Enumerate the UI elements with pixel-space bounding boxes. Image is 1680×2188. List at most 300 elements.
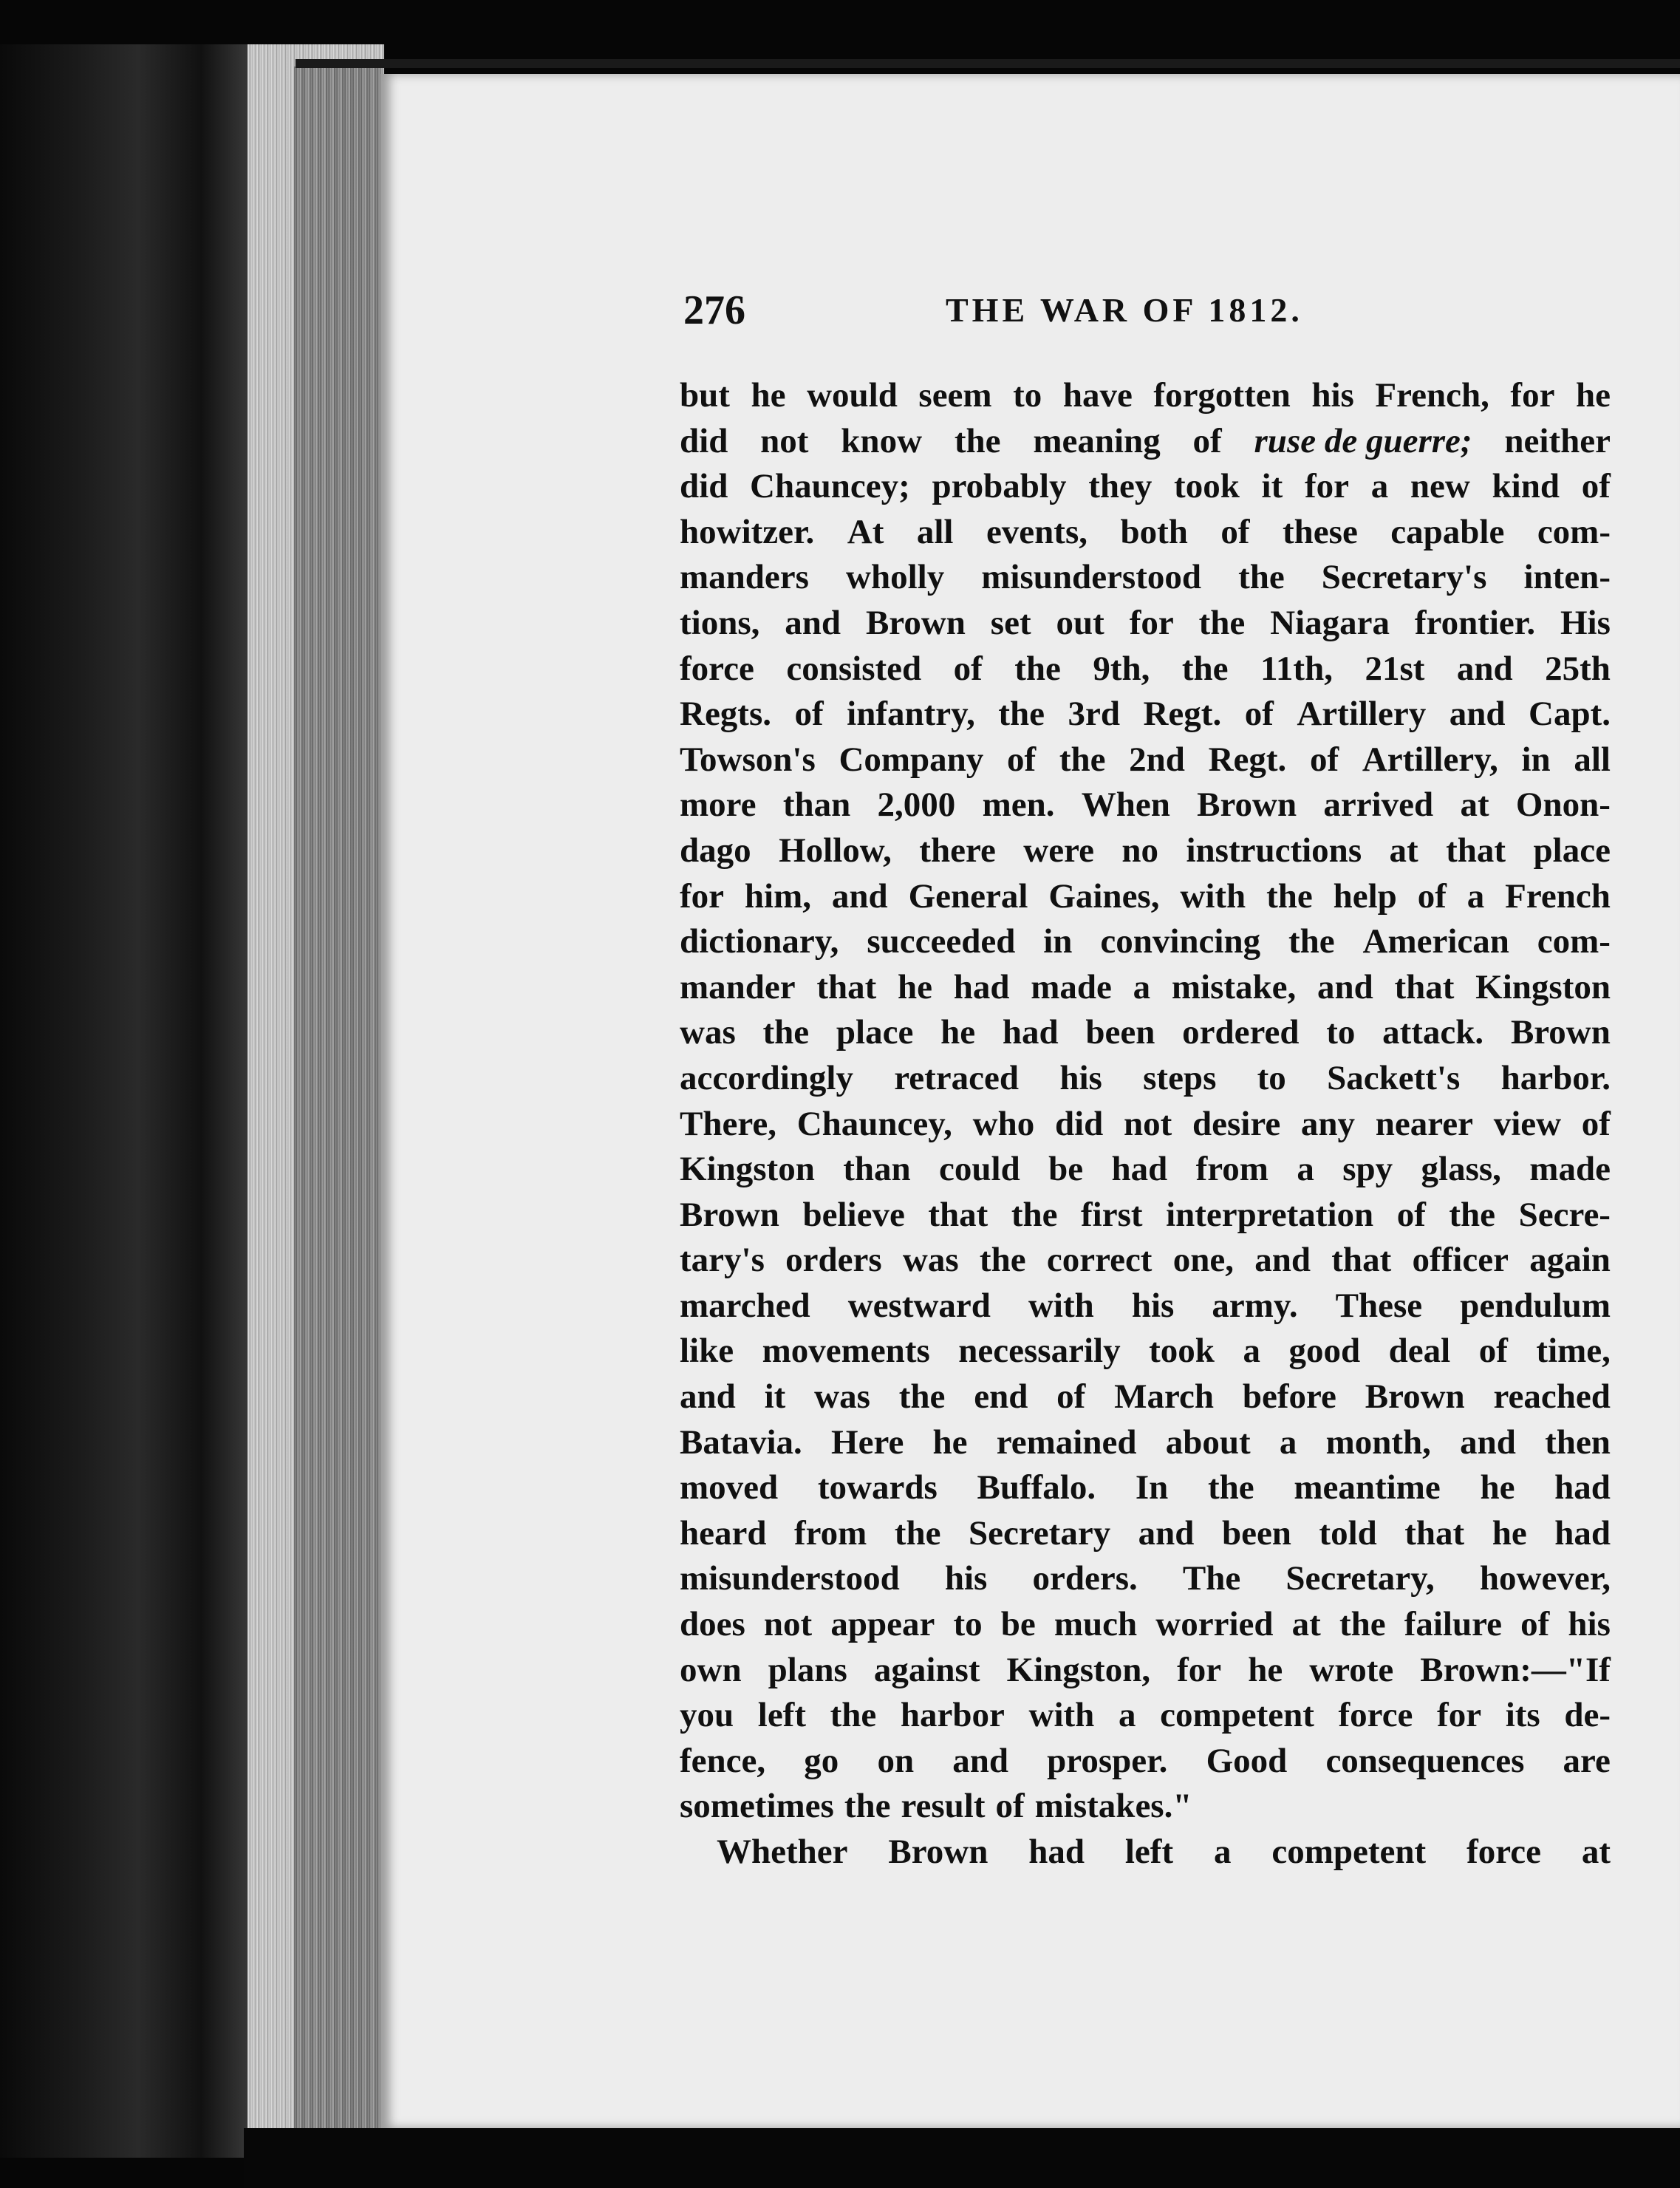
word: Regt.	[1208, 740, 1287, 779]
word: 2nd	[1129, 740, 1185, 779]
word: in	[1043, 922, 1073, 961]
word: glass,	[1421, 1150, 1501, 1189]
word: 2,000	[877, 785, 956, 825]
word: that	[816, 967, 877, 1006]
word: new	[1410, 467, 1470, 506]
word: against	[873, 1650, 980, 1689]
word: the	[1288, 922, 1335, 961]
word: to	[1326, 1013, 1356, 1052]
word: probably	[932, 467, 1067, 506]
word: Brown	[1197, 785, 1297, 825]
word: was	[902, 1241, 959, 1280]
word: would	[807, 376, 898, 415]
word: did	[680, 421, 728, 460]
word: told	[1319, 1513, 1377, 1553]
word: first	[1081, 1195, 1143, 1234]
word: the	[1181, 649, 1229, 688]
word: took	[1174, 467, 1240, 506]
word: of	[1417, 876, 1447, 916]
word: and	[1449, 695, 1506, 734]
word: his	[1059, 1058, 1102, 1097]
word: of	[1581, 1104, 1611, 1143]
word: good	[1288, 1332, 1361, 1371]
word: force	[1466, 1833, 1541, 1871]
word: left	[757, 1696, 806, 1735]
word: been	[1085, 1013, 1155, 1052]
word: of	[1192, 421, 1222, 460]
word: was	[680, 1013, 736, 1052]
word: the	[1014, 649, 1061, 688]
word: convincing	[1100, 922, 1261, 961]
word: meaning	[1033, 421, 1161, 460]
word: competent	[1271, 1833, 1427, 1871]
book-binding-shadow	[0, 44, 251, 2158]
word: retraced	[894, 1058, 1020, 1097]
word: competent	[1160, 1696, 1314, 1735]
word: These	[1335, 1286, 1423, 1325]
word: com-	[1537, 512, 1611, 551]
text-line	[680, 1739, 1611, 1785]
text-line	[680, 919, 1611, 965]
word: 9th,	[1093, 649, 1150, 688]
word: the	[762, 1013, 810, 1052]
word: desire	[1192, 1104, 1281, 1143]
word: of	[1309, 740, 1339, 779]
word: reached	[1493, 1377, 1611, 1417]
word: Secretary	[968, 1513, 1111, 1553]
word: his	[1311, 376, 1354, 415]
word: Sackett's	[1327, 1058, 1461, 1097]
word: tary's	[680, 1241, 765, 1280]
word: capable	[1390, 512, 1505, 551]
word: 11th,	[1260, 649, 1333, 688]
word: the	[830, 1696, 877, 1735]
word: Brown	[680, 1195, 779, 1234]
text-line	[680, 1238, 1611, 1284]
word: wholly	[846, 558, 945, 597]
word: he	[1576, 376, 1611, 415]
word: on	[877, 1741, 915, 1780]
word: out	[1056, 603, 1104, 642]
word: had	[1002, 1013, 1059, 1052]
word: movements	[762, 1332, 930, 1371]
word: of	[1396, 1195, 1426, 1234]
word: the	[1266, 876, 1313, 916]
word: mander	[680, 967, 796, 1006]
word: however,	[1479, 1559, 1611, 1598]
word: with	[1028, 1286, 1094, 1325]
word: the	[894, 1513, 941, 1553]
running-title: THE WAR OF 1812.	[946, 291, 1303, 329]
word: the	[898, 1377, 946, 1417]
word: appear	[830, 1605, 935, 1644]
text-line	[680, 1648, 1611, 1694]
word: Hollow,	[779, 831, 892, 870]
word: meantime	[1294, 1468, 1441, 1507]
word: he	[932, 1422, 968, 1462]
word: his	[1568, 1605, 1611, 1644]
word: at	[1460, 785, 1489, 825]
word: com-	[1537, 922, 1611, 961]
word: fence,	[680, 1741, 766, 1780]
word: set	[990, 603, 1031, 642]
word: of	[1478, 1332, 1508, 1371]
word: accordingly	[680, 1058, 853, 1097]
word: Regts.	[680, 695, 771, 734]
word: mistakes."	[1034, 1787, 1192, 1826]
word: time,	[1536, 1332, 1611, 1371]
word: he	[1480, 1468, 1515, 1507]
word: consequences	[1325, 1741, 1525, 1780]
word: help	[1333, 876, 1397, 916]
word: with	[1180, 876, 1246, 916]
word: the	[1449, 1195, 1496, 1234]
word: the	[844, 1787, 891, 1826]
word: The	[1182, 1559, 1241, 1598]
word: Niagara	[1270, 603, 1390, 642]
word: of	[953, 649, 983, 688]
word: Brown	[865, 603, 966, 642]
word: and	[785, 603, 841, 642]
word: the	[1011, 1195, 1058, 1234]
word: his	[944, 1559, 988, 1598]
word: prosper.	[1047, 1741, 1168, 1780]
word: Secretary's	[1321, 558, 1487, 597]
text-line	[680, 601, 1611, 647]
word: His	[1560, 603, 1611, 642]
word: but	[680, 376, 730, 415]
word: a	[1118, 1696, 1136, 1735]
word: made	[1529, 1150, 1611, 1189]
word: not	[1123, 1104, 1172, 1143]
word: place	[836, 1013, 914, 1052]
word: know	[841, 421, 923, 460]
word: place	[1533, 831, 1611, 870]
text-line	[680, 692, 1611, 737]
word: his	[1131, 1286, 1175, 1325]
word: Whether	[717, 1833, 848, 1871]
word: tions,	[680, 603, 760, 642]
word: Regt.	[1143, 695, 1222, 734]
text-line	[680, 555, 1611, 601]
word: like	[680, 1332, 734, 1371]
word: all	[916, 512, 954, 551]
word: a	[1279, 1422, 1297, 1462]
word: officer	[1412, 1241, 1509, 1280]
word: the	[1198, 603, 1246, 642]
word: he	[940, 1013, 976, 1052]
word: of	[1006, 740, 1037, 779]
word: of	[1220, 512, 1250, 551]
word: orders	[785, 1241, 882, 1280]
word: been	[1221, 1513, 1291, 1553]
text-line	[680, 1284, 1611, 1329]
word: a	[1133, 967, 1151, 1006]
text-line	[680, 1147, 1611, 1193]
word: pendulum	[1460, 1286, 1611, 1325]
text-line	[680, 464, 1611, 510]
word: he	[751, 376, 786, 415]
word: one,	[1172, 1241, 1234, 1280]
word: the	[998, 695, 1045, 734]
word: attack.	[1382, 1013, 1484, 1052]
word: of	[1520, 1605, 1550, 1644]
word: have	[1062, 376, 1133, 415]
text-line	[680, 737, 1611, 783]
word: neither	[1504, 421, 1611, 460]
text-line	[680, 1010, 1611, 1056]
word: for	[1129, 603, 1174, 642]
word: Artillery,	[1362, 740, 1498, 779]
word: view	[1493, 1104, 1562, 1143]
word: westward	[847, 1286, 991, 1325]
word: of	[1056, 1377, 1086, 1417]
word: nearer	[1375, 1104, 1473, 1143]
word: again	[1529, 1241, 1611, 1280]
word: Brown:—"If	[1420, 1650, 1611, 1689]
word: Chauncey;	[750, 467, 910, 506]
word: worried	[1155, 1605, 1274, 1644]
word: that	[928, 1195, 988, 1234]
word: instructions	[1186, 831, 1362, 870]
text-line	[680, 1602, 1611, 1648]
text-line	[680, 1056, 1611, 1102]
word: not	[760, 421, 809, 460]
word: was	[814, 1377, 870, 1417]
text-line	[680, 1465, 1611, 1511]
word: from	[793, 1513, 867, 1553]
word: that	[1446, 831, 1506, 870]
word: left	[1124, 1833, 1174, 1871]
word: At	[847, 512, 884, 551]
word: 21st	[1365, 649, 1425, 688]
text-line	[680, 419, 1611, 465]
word: any	[1300, 1104, 1356, 1143]
word: Kingston,	[1006, 1650, 1151, 1689]
word: than	[843, 1150, 911, 1189]
word: go	[804, 1741, 839, 1780]
word: of	[1581, 467, 1611, 506]
word: had	[1554, 1513, 1611, 1553]
word: be	[1048, 1150, 1084, 1189]
word: month,	[1325, 1422, 1431, 1462]
word: from	[1195, 1150, 1268, 1189]
word: had	[1111, 1150, 1168, 1189]
word: made	[1031, 967, 1112, 1006]
word: and	[1460, 1422, 1516, 1462]
text-line	[680, 1693, 1611, 1739]
word: and	[1317, 967, 1373, 1006]
word: arrived	[1323, 785, 1434, 825]
word: with	[1028, 1696, 1095, 1735]
word: for	[1510, 376, 1555, 415]
word: moved	[680, 1468, 779, 1507]
word: March	[1114, 1377, 1215, 1417]
word: kind	[1492, 467, 1560, 506]
word: Brown	[1510, 1013, 1611, 1052]
word: When	[1081, 785, 1170, 825]
bottom-shadow	[244, 2128, 1680, 2188]
word: Secre-	[1518, 1195, 1611, 1234]
word: for	[1437, 1696, 1482, 1735]
word: events,	[986, 512, 1087, 551]
word: for	[1177, 1650, 1222, 1689]
word: who	[972, 1104, 1035, 1143]
word: him,	[744, 876, 812, 916]
word: of	[995, 1787, 1025, 1826]
word: and	[1138, 1513, 1195, 1553]
word: and	[1254, 1241, 1311, 1280]
word: the	[1339, 1605, 1386, 1644]
word: to	[1257, 1058, 1286, 1097]
word: had	[953, 967, 1010, 1006]
word: the	[1207, 1468, 1254, 1507]
word: orders.	[1032, 1559, 1138, 1598]
word: for	[680, 876, 725, 916]
word: Company	[839, 740, 984, 779]
word: Here	[831, 1422, 904, 1462]
word: there	[919, 831, 996, 870]
word: end	[974, 1377, 1028, 1417]
word: frontier.	[1414, 603, 1536, 642]
text-line	[680, 1374, 1611, 1420]
word: American	[1362, 922, 1509, 961]
word: he	[1492, 1513, 1527, 1553]
word: took	[1149, 1332, 1215, 1371]
word: interpretation	[1166, 1195, 1374, 1234]
word: Onon-	[1515, 785, 1611, 825]
text-line	[680, 1784, 1611, 1830]
word: Artillery	[1297, 695, 1427, 734]
word: all	[1574, 740, 1611, 779]
word: force	[1338, 1696, 1413, 1735]
word: no	[1121, 831, 1159, 870]
word: that	[1394, 967, 1455, 1006]
word: you	[680, 1696, 734, 1735]
word: not	[763, 1605, 813, 1644]
word: to	[1013, 376, 1042, 415]
word: it	[1261, 467, 1283, 506]
word: seem	[918, 376, 992, 415]
text-line	[680, 1102, 1611, 1148]
word: correct	[1046, 1241, 1153, 1280]
word: de-	[1564, 1696, 1611, 1735]
word: Good	[1206, 1741, 1288, 1780]
word: believe	[802, 1195, 905, 1234]
text-line	[680, 510, 1611, 556]
word: succeeded	[867, 922, 1016, 961]
word: mistake,	[1171, 967, 1297, 1006]
text-line	[680, 965, 1611, 1011]
word: Brown	[888, 1833, 988, 1871]
word: that	[1404, 1513, 1465, 1553]
word: to	[953, 1605, 983, 1644]
word: misunderstood	[981, 558, 1202, 597]
word: that	[1331, 1241, 1392, 1280]
word: about	[1165, 1422, 1251, 1462]
text-line	[680, 874, 1611, 920]
word: Gaines,	[1048, 876, 1160, 916]
word: steps	[1143, 1058, 1217, 1097]
word: failure	[1404, 1605, 1502, 1644]
word: be	[1000, 1605, 1036, 1644]
word: it	[764, 1377, 786, 1417]
word: does	[680, 1605, 745, 1644]
word: harbor	[900, 1696, 1005, 1735]
word: manders	[680, 558, 809, 597]
word: men.	[982, 785, 1055, 825]
body-text	[680, 373, 1611, 1875]
word: necessarily	[958, 1332, 1121, 1371]
word: in	[1521, 740, 1551, 779]
word: Buffalo.	[977, 1468, 1096, 1507]
text-line	[680, 1511, 1611, 1557]
word: than	[782, 785, 851, 825]
word: Capt.	[1529, 695, 1611, 734]
word: had	[1028, 1833, 1085, 1871]
word: marched	[680, 1286, 810, 1325]
word: and	[680, 1377, 736, 1417]
word: before	[1242, 1377, 1336, 1417]
word: In	[1135, 1468, 1169, 1507]
word: did	[680, 467, 728, 506]
word: remained	[996, 1422, 1137, 1462]
word: Chauncey,	[796, 1104, 952, 1143]
word: harbor.	[1500, 1058, 1611, 1097]
word: force	[680, 649, 754, 688]
word: at	[1581, 1833, 1611, 1871]
word: howitzer.	[680, 512, 815, 551]
word: he	[898, 967, 933, 1006]
word: towards	[817, 1468, 938, 1507]
word: the	[954, 421, 1001, 460]
text-line	[680, 373, 1611, 419]
word: a	[1213, 1833, 1232, 1871]
word: own	[680, 1650, 742, 1689]
word: consisted	[786, 649, 922, 688]
word: French,	[1375, 376, 1489, 415]
word: did	[1054, 1104, 1104, 1143]
word: sometimes	[680, 1787, 834, 1826]
word: heard	[680, 1513, 767, 1553]
text-line	[680, 1329, 1611, 1374]
text-line	[680, 828, 1611, 874]
word: of	[794, 695, 824, 734]
word: he	[1248, 1650, 1283, 1689]
word: the	[979, 1241, 1026, 1280]
word: a	[1297, 1150, 1314, 1189]
word: plans	[768, 1650, 847, 1689]
word: a	[1370, 467, 1389, 506]
word: a	[1466, 876, 1485, 916]
word: French	[1505, 876, 1611, 916]
word: spy	[1342, 1150, 1393, 1189]
text-line	[680, 647, 1611, 692]
word: then	[1545, 1422, 1611, 1462]
word: are	[1563, 1741, 1611, 1780]
text-line	[680, 783, 1611, 828]
word: Towson's	[680, 740, 816, 779]
word: and	[831, 876, 888, 916]
word: ruse de guerre;	[1254, 421, 1472, 460]
word: army.	[1212, 1286, 1298, 1325]
word: General	[908, 876, 1028, 916]
word: Kingston	[680, 1150, 815, 1189]
word: There,	[680, 1104, 776, 1143]
word: more	[680, 785, 757, 825]
word: were	[1023, 831, 1094, 870]
word: its	[1505, 1696, 1540, 1735]
